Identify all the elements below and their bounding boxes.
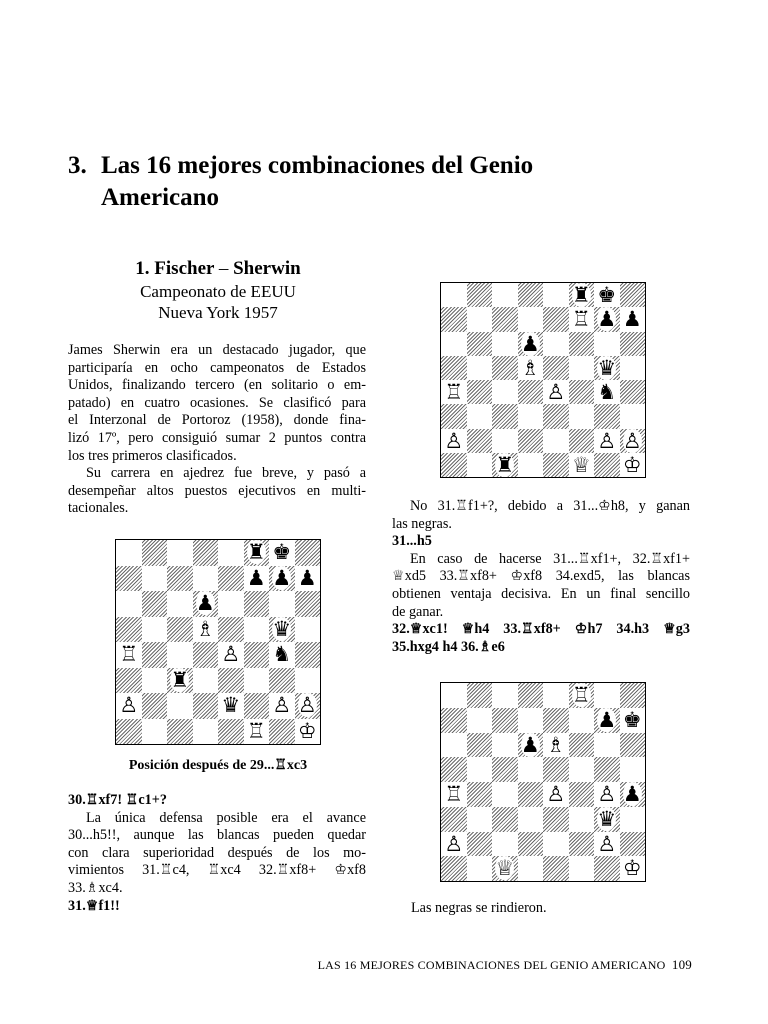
chess-piece-a4: ♖ bbox=[119, 642, 139, 666]
chess-piece-g4: ♞ bbox=[272, 642, 292, 666]
chess-piece-g7: ♟ bbox=[272, 565, 292, 590]
board-square bbox=[492, 683, 518, 708]
move-31b: 31...h5 bbox=[392, 533, 432, 550]
chess-piece-g8: ♚ bbox=[272, 540, 292, 564]
board-square bbox=[142, 719, 168, 745]
board-square bbox=[244, 591, 270, 617]
board-square bbox=[569, 733, 595, 758]
chess-piece-f8: ♖ bbox=[571, 683, 591, 707]
board-square bbox=[467, 356, 493, 380]
board-square bbox=[441, 453, 467, 477]
chess-piece-h7: ♟ bbox=[297, 565, 317, 590]
board-square bbox=[620, 332, 646, 356]
board-square bbox=[594, 332, 620, 356]
chess-piece-d5: ♗ bbox=[195, 616, 215, 641]
board-square bbox=[543, 807, 569, 832]
chess-piece-h7: ♚ bbox=[622, 707, 642, 732]
move-32: 32.♕xc1! ♕h4 33.♖xf8+ ♔h7 34.h3 ♕g3 bbox=[392, 621, 690, 638]
board-square bbox=[467, 856, 493, 881]
board-square bbox=[620, 807, 646, 832]
board-square bbox=[441, 307, 467, 331]
board-square bbox=[543, 307, 569, 331]
board-square bbox=[295, 668, 321, 694]
board-square bbox=[492, 757, 518, 782]
board-square bbox=[193, 719, 219, 745]
board-square bbox=[492, 332, 518, 356]
board-square bbox=[594, 757, 620, 782]
board-square bbox=[518, 807, 544, 832]
board-square bbox=[295, 540, 321, 566]
board-square bbox=[467, 708, 493, 733]
board-square bbox=[569, 429, 595, 453]
chess-piece-d5: ♗ bbox=[520, 355, 540, 380]
chess-piece-d6: ♟ bbox=[195, 591, 215, 615]
board-square bbox=[543, 429, 569, 453]
chess-piece-g3: ♛ bbox=[597, 806, 617, 831]
board-square bbox=[441, 356, 467, 380]
board-square bbox=[142, 540, 168, 566]
board-square bbox=[441, 404, 467, 428]
board-square bbox=[467, 807, 493, 832]
chess-piece-f8: ♜ bbox=[571, 283, 591, 307]
board-square bbox=[518, 782, 544, 807]
board-square bbox=[569, 708, 595, 733]
board-square bbox=[492, 429, 518, 453]
board-square bbox=[218, 719, 244, 745]
board-square bbox=[492, 708, 518, 733]
chess-piece-a2: ♙ bbox=[444, 831, 464, 856]
board-square bbox=[142, 668, 168, 694]
board-square bbox=[492, 283, 518, 307]
board-square bbox=[492, 832, 518, 857]
board-square bbox=[295, 591, 321, 617]
chess-piece-g4: ♙ bbox=[597, 782, 617, 806]
board-square bbox=[492, 733, 518, 758]
board-square bbox=[167, 642, 193, 668]
game-place: Nueva York 1957 bbox=[158, 303, 278, 322]
move-31: 31.♕f1!! bbox=[68, 897, 120, 914]
board-square bbox=[193, 566, 219, 592]
left-moves: 30.♖xf7! ♖c1+? La única defensa posible era el avance 30...h5!!, aunque las blancas pueden quedar con clara superioridad después de los mo- vimientos 31.♖c4, ♖xc4 32.♖xf8+ ♔xf8 33.♗xc4. 31.♕f1!! bbox=[68, 792, 366, 914]
chapter-title bbox=[68, 150, 708, 214]
chess-piece-h1: ♔ bbox=[622, 452, 642, 477]
board-square bbox=[193, 693, 219, 719]
board-square bbox=[142, 693, 168, 719]
intro-paragraph: James Sherwin era un destacado jugador, que participaría en ocho campeonatos de Estados Unidos, finalizando tercero (en solitario o em- patado) en cuatro ocasiones. Se clasificó para el Interzonal de Portoroz (1958), donde fina- lizó 17º, pero consiguió sumar 2 puntos contra los tres primeros clasificados. Su carrera en ajedrez fue breve, y pasó a desempeñar altos puestos ejecutivos en multi- tacionales. bbox=[68, 342, 366, 517]
board-square bbox=[218, 591, 244, 617]
board-square bbox=[295, 617, 321, 643]
chess-piece-f1: ♕ bbox=[571, 452, 591, 477]
board-square bbox=[441, 283, 467, 307]
chess-piece-d6: ♟ bbox=[520, 732, 540, 757]
board-square bbox=[295, 642, 321, 668]
chess-piece-f1: ♖ bbox=[246, 718, 266, 743]
board-square bbox=[441, 708, 467, 733]
page-footer bbox=[318, 957, 692, 973]
chess-piece-h7: ♟ bbox=[622, 307, 642, 332]
board-square bbox=[467, 782, 493, 807]
board-square bbox=[441, 733, 467, 758]
game-title: 1. Fischer – Sherwin bbox=[135, 258, 301, 279]
board-square bbox=[569, 807, 595, 832]
chess-piece-a2: ♙ bbox=[119, 693, 139, 717]
chess-piece-g8: ♚ bbox=[597, 283, 617, 307]
board-square bbox=[594, 856, 620, 881]
right-moves: No 31.♖f1+?, debido a 31...♔h8, y ganan las negras. 31...h5 En caso de hacerse 31...♖xf1+, 32.♖xf1+ ♕xd5 33.♖xf8+ ♔xf8 34.exd5, las blancas obtienen ventaja decisiva. En un final sencillo de ganar. 32.♕xc1! ♕h4 33.♖xf8+ ♔h7 34.h3 ♕g3 35.hxg4 h4 36.♗e6 bbox=[392, 498, 690, 655]
chess-piece-g7: ♟ bbox=[597, 707, 617, 732]
board-square bbox=[518, 307, 544, 331]
chess-piece-h2: ♙ bbox=[622, 428, 642, 453]
chess-piece-e4: ♙ bbox=[546, 782, 566, 806]
page-number: 109 bbox=[671, 957, 692, 972]
board-square bbox=[218, 617, 244, 643]
chess-piece-c3: ♜ bbox=[170, 667, 190, 692]
move-30: 30.♖xf7! ♖c1+? bbox=[68, 792, 167, 808]
chess-diagram-2 bbox=[440, 282, 646, 478]
chess-diagram-1 bbox=[115, 539, 321, 745]
game-event: Campeonato de EEUU bbox=[140, 282, 296, 301]
chess-diagram-3 bbox=[440, 682, 646, 882]
board-square bbox=[467, 429, 493, 453]
board-square bbox=[518, 283, 544, 307]
chess-piece-g2: ♙ bbox=[597, 428, 617, 453]
board-square bbox=[492, 307, 518, 331]
chess-piece-g7: ♟ bbox=[597, 307, 617, 332]
board-square bbox=[569, 380, 595, 404]
chess-piece-c1: ♕ bbox=[495, 856, 515, 881]
board-square bbox=[467, 332, 493, 356]
board-square bbox=[116, 719, 142, 745]
board-square bbox=[467, 832, 493, 857]
board-square bbox=[518, 404, 544, 428]
chess-piece-h1: ♔ bbox=[297, 718, 317, 743]
board-square bbox=[543, 683, 569, 708]
board-square bbox=[218, 668, 244, 694]
chess-piece-h4: ♟ bbox=[622, 782, 642, 806]
board-square bbox=[620, 683, 646, 708]
board-square bbox=[142, 642, 168, 668]
board-square bbox=[269, 719, 295, 745]
board-square bbox=[244, 642, 270, 668]
chess-piece-g2: ♙ bbox=[272, 693, 292, 717]
board-square bbox=[218, 566, 244, 592]
board-square bbox=[594, 404, 620, 428]
board-square bbox=[441, 807, 467, 832]
board-square bbox=[116, 668, 142, 694]
board-square bbox=[620, 733, 646, 758]
board-square bbox=[167, 566, 193, 592]
chapter-number: 3. bbox=[68, 152, 87, 179]
board-square bbox=[193, 642, 219, 668]
board-square bbox=[569, 856, 595, 881]
board-square bbox=[569, 404, 595, 428]
chess-piece-e2: ♛ bbox=[221, 693, 241, 717]
board-square bbox=[116, 566, 142, 592]
board-square bbox=[467, 453, 493, 477]
board-square bbox=[492, 356, 518, 380]
board-square bbox=[467, 733, 493, 758]
board-square bbox=[518, 453, 544, 477]
chess-piece-a2: ♙ bbox=[444, 428, 464, 453]
chess-piece-f7: ♖ bbox=[571, 307, 591, 332]
chess-piece-g5: ♛ bbox=[597, 355, 617, 380]
chess-piece-h2: ♙ bbox=[297, 693, 317, 717]
board-square bbox=[569, 782, 595, 807]
diagram-1-caption: Posición después de 29...♖xc3 bbox=[128, 758, 308, 773]
chess-piece-e4: ♙ bbox=[546, 380, 566, 404]
board-square bbox=[492, 404, 518, 428]
board-square bbox=[142, 591, 168, 617]
board-square bbox=[518, 429, 544, 453]
board-square bbox=[518, 856, 544, 881]
board-square bbox=[518, 832, 544, 857]
chess-piece-a4: ♖ bbox=[444, 782, 464, 806]
board-square bbox=[441, 683, 467, 708]
chess-piece-g5: ♛ bbox=[272, 616, 292, 641]
board-square bbox=[620, 757, 646, 782]
board-square bbox=[142, 566, 168, 592]
chess-piece-e6: ♗ bbox=[546, 732, 566, 757]
board-square bbox=[518, 683, 544, 708]
board-square bbox=[543, 708, 569, 733]
board-square bbox=[116, 617, 142, 643]
board-square bbox=[492, 782, 518, 807]
board-square bbox=[543, 832, 569, 857]
board-square bbox=[543, 856, 569, 881]
board-square bbox=[518, 380, 544, 404]
board-square bbox=[116, 591, 142, 617]
board-square bbox=[620, 832, 646, 857]
chapter-title-line2: Americano bbox=[101, 184, 220, 211]
board-square bbox=[116, 540, 142, 566]
chess-piece-f8: ♜ bbox=[246, 540, 266, 564]
board-square bbox=[569, 832, 595, 857]
board-square bbox=[467, 757, 493, 782]
board-square bbox=[594, 683, 620, 708]
chess-piece-e4: ♙ bbox=[221, 642, 241, 666]
board-square bbox=[543, 453, 569, 477]
board-square bbox=[244, 617, 270, 643]
board-square bbox=[543, 757, 569, 782]
board-square bbox=[218, 540, 244, 566]
board-square bbox=[441, 332, 467, 356]
chess-piece-a4: ♖ bbox=[444, 380, 464, 404]
board-square bbox=[467, 283, 493, 307]
board-square bbox=[467, 683, 493, 708]
board-square bbox=[620, 404, 646, 428]
board-square bbox=[441, 856, 467, 881]
running-head: LAS 16 MEJORES COMBINACIONES DEL GENIO AMERICANO bbox=[317, 958, 666, 972]
board-square bbox=[467, 404, 493, 428]
board-square bbox=[269, 668, 295, 694]
board-square bbox=[193, 668, 219, 694]
board-square bbox=[543, 283, 569, 307]
board-square bbox=[167, 591, 193, 617]
board-square bbox=[492, 380, 518, 404]
chess-piece-d6: ♟ bbox=[520, 331, 540, 356]
chess-piece-h1: ♔ bbox=[622, 856, 642, 881]
board-square bbox=[244, 693, 270, 719]
board-square bbox=[193, 540, 219, 566]
board-square bbox=[569, 332, 595, 356]
board-square bbox=[569, 356, 595, 380]
board-square bbox=[594, 453, 620, 477]
result-text: Las negras se rindieron. bbox=[411, 900, 547, 916]
chess-piece-f7: ♟ bbox=[246, 565, 266, 590]
board-square bbox=[518, 757, 544, 782]
board-square bbox=[167, 693, 193, 719]
board-square bbox=[543, 332, 569, 356]
chess-piece-g2: ♙ bbox=[597, 831, 617, 856]
chess-piece-c1: ♜ bbox=[495, 452, 515, 477]
board-square bbox=[167, 540, 193, 566]
board-square bbox=[518, 708, 544, 733]
board-square bbox=[620, 356, 646, 380]
board-square bbox=[244, 668, 270, 694]
board-square bbox=[467, 380, 493, 404]
chapter-title-line1: Las 16 mejores combinaciones del Genio bbox=[101, 152, 534, 179]
chess-piece-g4: ♞ bbox=[597, 380, 617, 404]
board-square bbox=[467, 307, 493, 331]
board-square bbox=[269, 591, 295, 617]
board-square bbox=[543, 404, 569, 428]
board-square bbox=[492, 807, 518, 832]
board-square bbox=[594, 733, 620, 758]
board-square bbox=[167, 719, 193, 745]
board-square bbox=[620, 380, 646, 404]
board-square bbox=[620, 283, 646, 307]
board-square bbox=[167, 617, 193, 643]
board-square bbox=[569, 757, 595, 782]
board-square bbox=[441, 757, 467, 782]
board-square bbox=[543, 356, 569, 380]
game-header bbox=[68, 257, 368, 323]
board-square bbox=[142, 617, 168, 643]
